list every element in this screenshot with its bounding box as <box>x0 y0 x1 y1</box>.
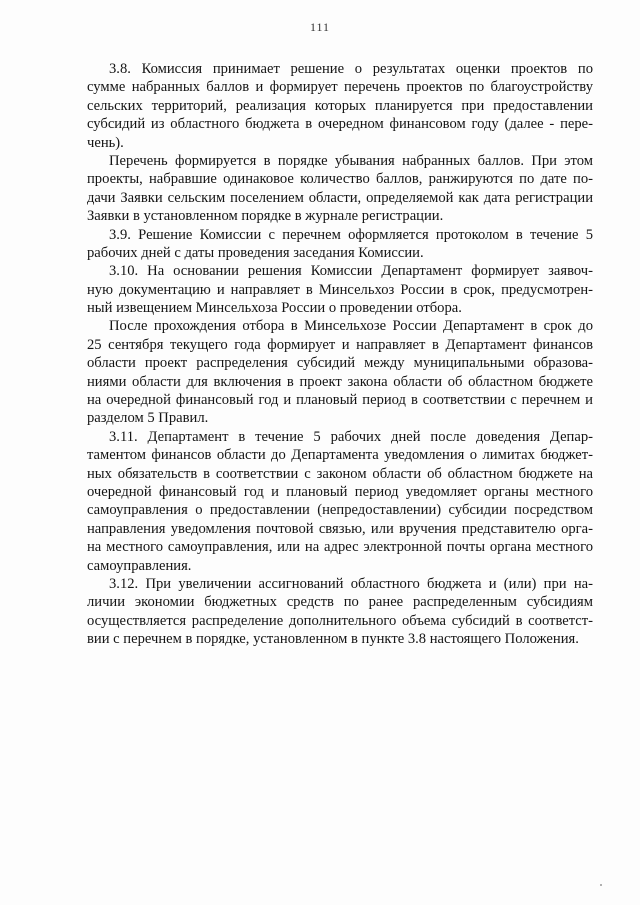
text-line: 3.8. Комиссия принимает решение о результатах оценки проектов по <box>109 61 593 77</box>
text-line: личии экономии бюджетных средств по ранее распределенным субсидиям <box>87 594 593 611</box>
text-line: направления уведомления почтовой связью, или вручения представителю орга- <box>87 520 593 537</box>
text-line: вии с перечнем в порядке, установленном в пункте 3.8 настоящего Положения. <box>87 631 579 648</box>
paragraph-3-8 <box>87 60 593 152</box>
text-line: ных обязательств в соответствии с законом области об областном бюджете на <box>87 465 593 482</box>
text-line: самоуправления о предоставлении (непредоставлении) субсидии посредством <box>87 502 593 519</box>
text-line: на местного самоуправления, или на адрес электронной почты органа местного <box>87 539 593 556</box>
text-line: субсидий из областного бюджета в очередном финансовом году (далее - пере- <box>87 116 593 133</box>
text-line: ниями области для включения в проект закона области об областном бюджете <box>87 373 593 390</box>
paragraph-3-12 <box>87 575 593 649</box>
text-line: 3.11. Департамент в течение 5 рабочих дней после доведения Депар- <box>109 428 593 445</box>
paragraph-3-10 <box>87 262 593 317</box>
paragraph-3-9 <box>87 226 593 263</box>
text-line: таментом финансов области до Департамента уведомления о лимитах бюджет- <box>87 447 593 464</box>
text-line: ную документацию и направляет в Минсельхоз России в срок, предусмотрен- <box>87 281 593 298</box>
paragraph-3-11 <box>87 428 593 575</box>
text-line: 3.10. На основании решения Комиссии Департамент формирует заявоч- <box>109 263 593 280</box>
text-line: очередной финансовый год и плановый период уведомляет органы местного <box>87 483 593 500</box>
text-line: самоуправления. <box>87 557 192 574</box>
page-number: 111 <box>309 20 331 34</box>
text-line: ный извещением Минсельхоза России о проведении отбора. <box>87 300 462 317</box>
text-line: чень). <box>87 134 124 151</box>
text-line: 25 сентября текущего года формирует и направляет в Департамент финансов <box>87 336 593 353</box>
paragraph-perechen-order <box>87 152 593 226</box>
text-line: Перечень формируется в порядке убывания набранных баллов. При этом <box>109 152 593 169</box>
document-body <box>87 60 593 649</box>
text-line: на очередной финансовый год и плановый период в соответствии с перечнем и <box>87 392 593 409</box>
paragraph-after-selection <box>87 317 593 427</box>
text-line: 3.12. При увеличении ассигнований областного бюджета и (или) при на- <box>109 575 593 592</box>
text-line: дачи Заявки сельским поселением области, определяемой как дата регистрации <box>87 189 593 206</box>
text-line: сельских территорий, реализация которых планируется при предоставлении <box>87 97 593 114</box>
text-line: сумме набранных баллов и формирует перечень проектов по благоустройству <box>87 79 593 96</box>
text-line: области проект распределения субсидий между муниципальными образова- <box>87 355 593 372</box>
text-line: После прохождения отбора в Минсельхозе России Департамент в срок до <box>109 318 593 335</box>
text-line: разделом 5 Правил. <box>87 410 209 427</box>
text-line: рабочих дней с даты проведения заседания Комиссии. <box>87 244 424 261</box>
text-line: 3.9. Решение Комиссии с перечнем оформляется протоколом в течение 5 <box>109 226 593 243</box>
text-line: Заявки в установленном порядке в журнале регистрации. <box>87 208 444 225</box>
scan-speck <box>600 884 602 886</box>
text-line: осуществляется распределение дополнительного объема субсидий в соответст- <box>87 612 593 629</box>
text-line: проекты, набравшие одинаковое количество баллов, ранжируются по дате по- <box>87 171 593 188</box>
